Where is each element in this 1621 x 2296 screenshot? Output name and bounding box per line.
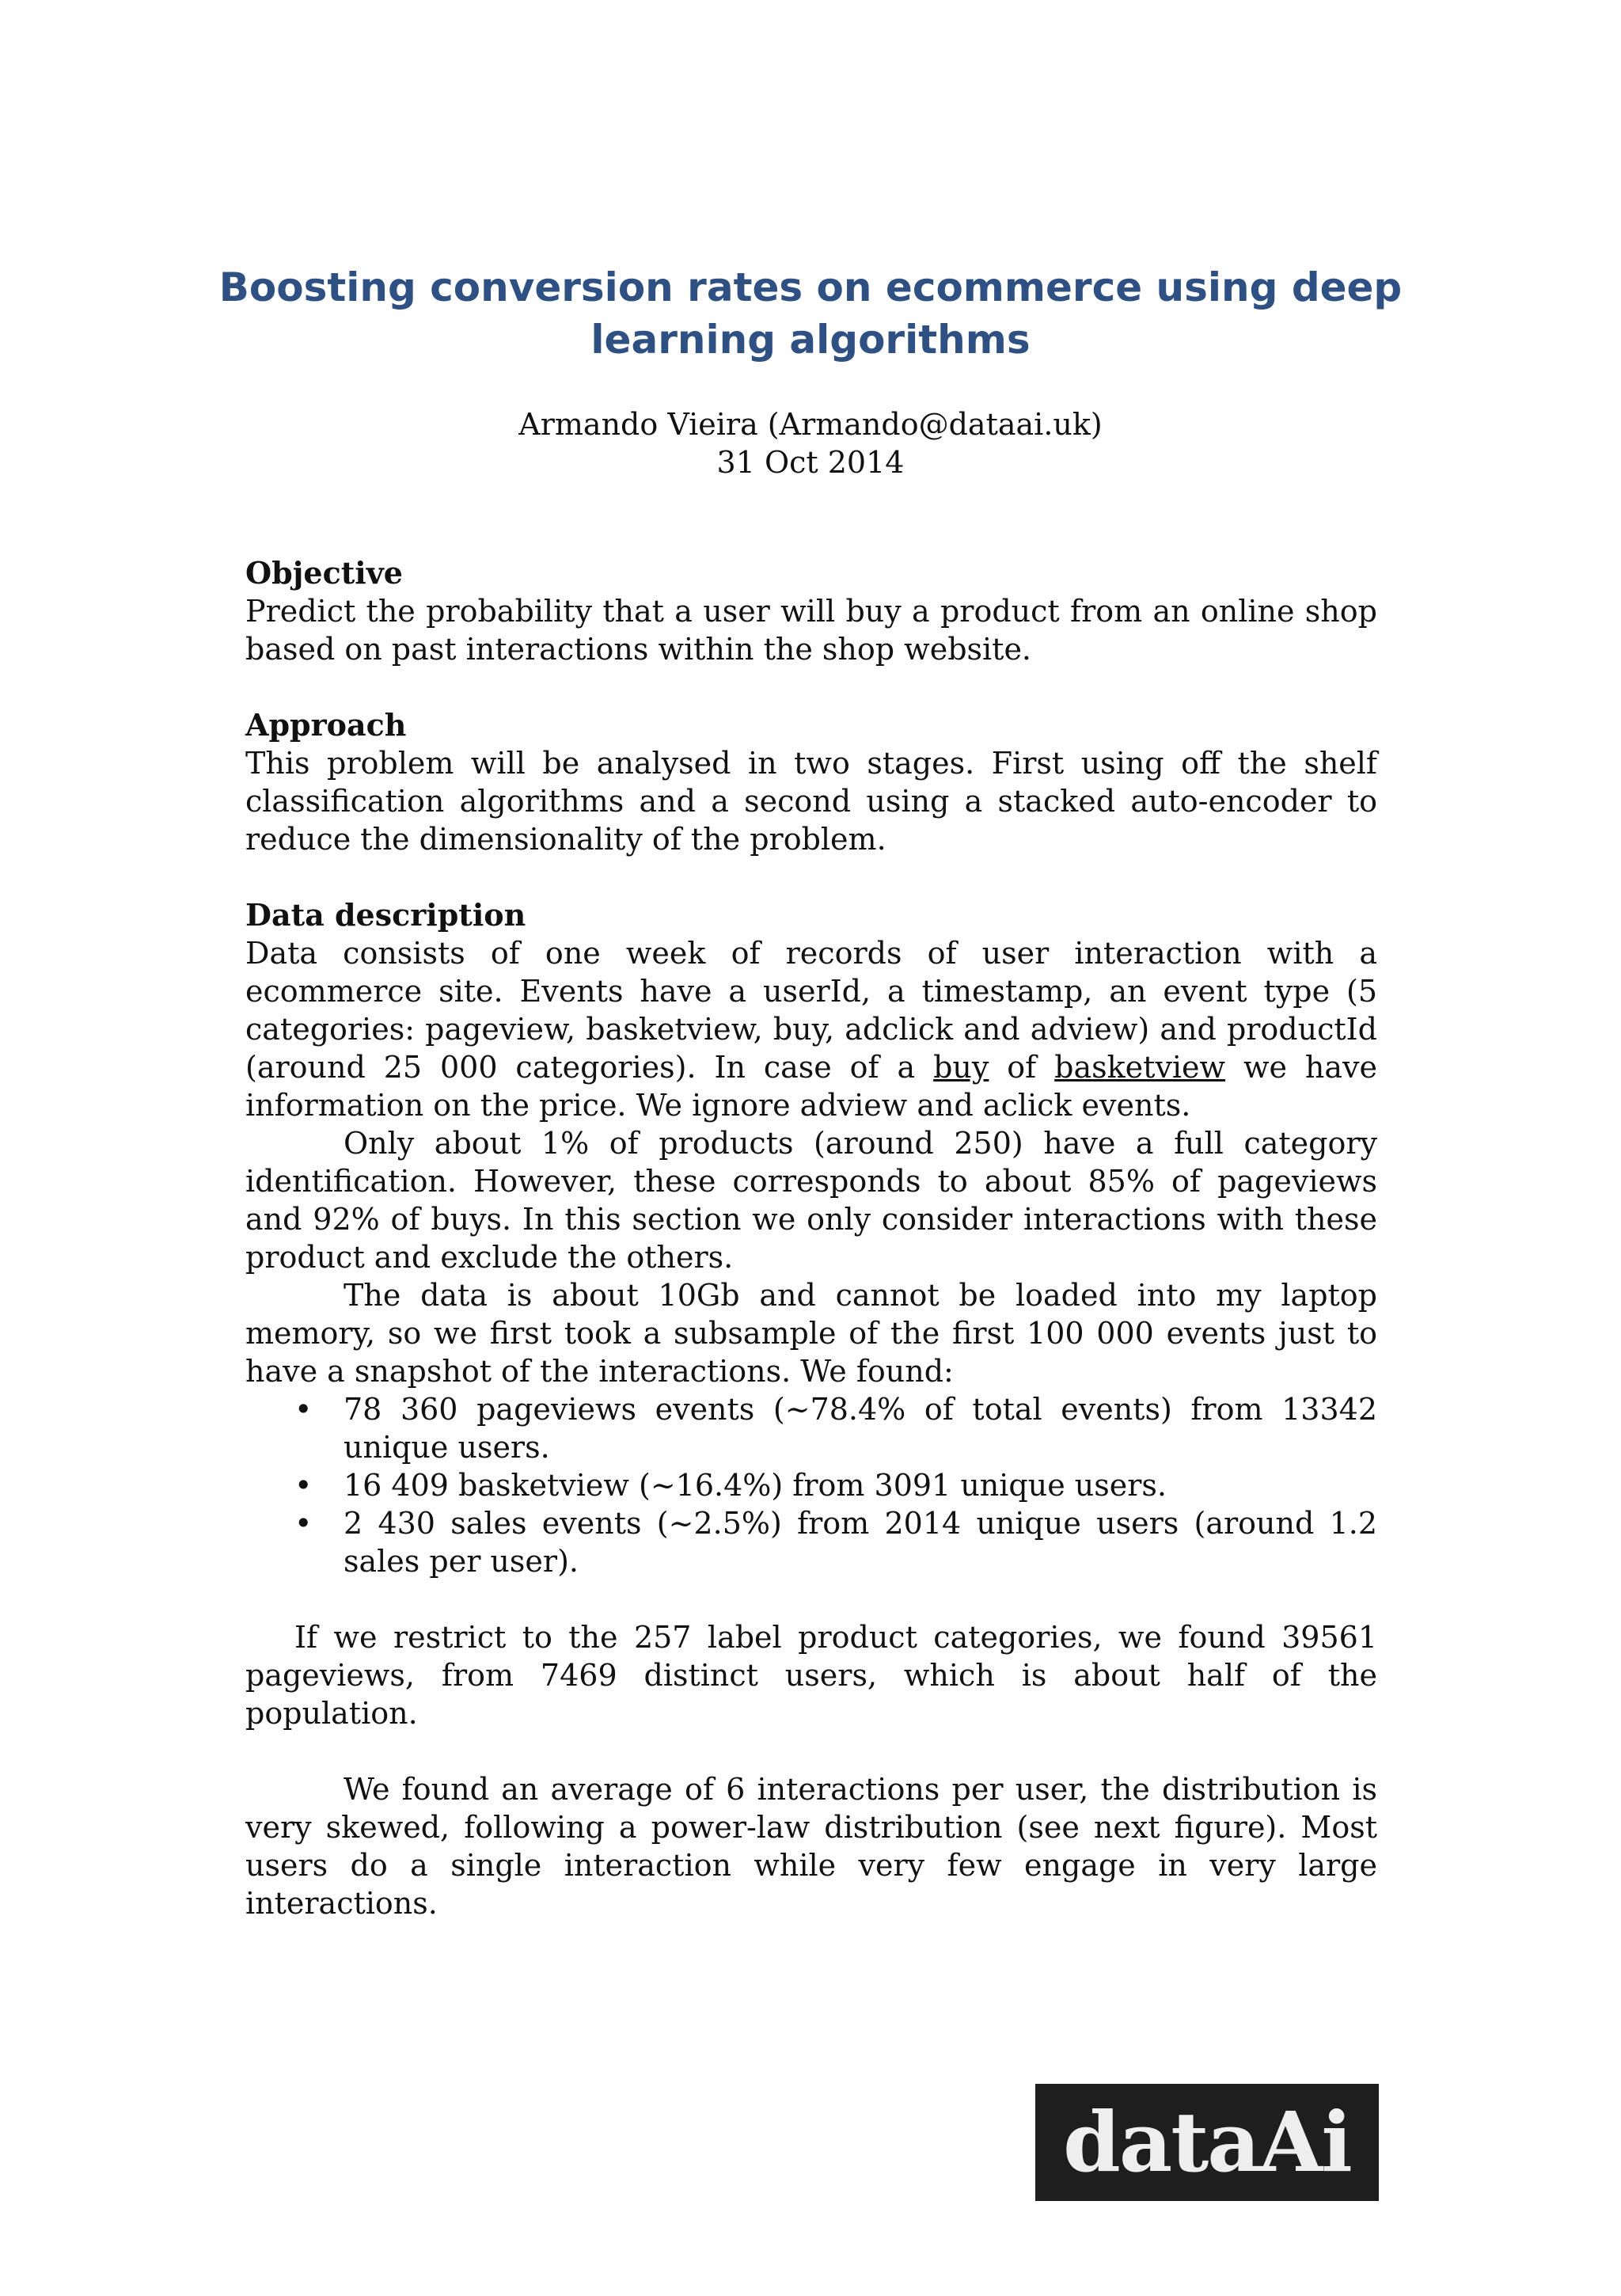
list-item-text: 2 430 sales events (~2.5%) from 2014 unique users (around 1.2 sales per user). (344, 1506, 1377, 1579)
data-description-paragraph-4: If we restrict to the 257 label product categories, we found 39561 pageviews, from 7469 distinct users, which is about half of the population. (245, 1620, 1377, 1731)
approach-text: This problem will be analysed in two stages. First using off the shelf classification algorithms and a second using a stacked auto-encoder to reduce the dimensionality of the problem. (245, 746, 1377, 857)
data-description-section (245, 896, 1377, 1580)
paper-body (245, 554, 1377, 1960)
paragraph-1-text-a: Data consists of one week of records of user interaction with a ecommerce site. Events have a userId, a timestamp, an event type (5 categories: pageview, basketview, buy, adclick and adview) and productId (around 25 000 categories). In case of a (245, 936, 1377, 1085)
paragraph-1-text-c: we have information on the price. We ignore adview and aclick events. (245, 1050, 1378, 1123)
dataai-logo (1035, 2084, 1379, 2201)
basketview-term: basketview (1054, 1050, 1226, 1085)
approach-heading: Approach (245, 707, 407, 743)
distribution-paragraph-block (245, 1770, 1377, 1922)
paper-date: 31 Oct 2014 (716, 445, 905, 480)
restriction-paragraph-block (245, 1618, 1377, 1732)
data-description-paragraph-1 (245, 934, 1377, 1124)
bullet-icon: • (294, 1506, 313, 1541)
list-item (245, 1504, 1377, 1580)
buy-term: buy (933, 1050, 989, 1085)
objective-section (245, 554, 1377, 668)
paragraph-1-text-b: of (989, 1050, 1055, 1085)
data-description-paragraph-5: We found an average of 6 interactions per user, the distribution is very skewed, following a power-law distribution (see next figure). Most users do a single interaction while very few engage in very large interactions. (245, 1772, 1377, 1921)
logo-wordmark: dataAi (1063, 2093, 1351, 2191)
data-description-paragraph-2: Only about 1% of products (around 250) have a full category identification. However, these corresponds to about 85% of pageviews and 92% of buys. In this section we only consider interactions with these product and exclude the others. (245, 1126, 1377, 1275)
list-item-text: 16 409 basketview (~16.4%) from 3091 unique users. (344, 1468, 1167, 1503)
data-description-paragraph-3: The data is about 10Gb and cannot be loaded into my laptop memory, so we first took a subsample of the first 100 000 events just to have a snapshot of the interactions. We found: (245, 1278, 1377, 1389)
author-block (158, 405, 1463, 481)
bullet-icon: • (294, 1468, 313, 1503)
list-item (245, 1390, 1377, 1466)
data-description-heading: Data description (245, 897, 526, 933)
list-item-text: 78 360 pageviews events (~78.4% of total events) from 13342 unique users. (344, 1392, 1377, 1465)
objective-heading: Objective (245, 555, 403, 591)
list-item (245, 1466, 1377, 1504)
paper-title: Boosting conversion rates on ecommerce using deep learning algorithms (218, 264, 1403, 363)
findings-list (245, 1390, 1377, 1580)
bullet-icon: • (294, 1392, 313, 1427)
approach-section (245, 706, 1377, 858)
author-line: Armando Vieira (Armando@dataai.uk) (518, 407, 1103, 442)
objective-text: Predict the probability that a user will buy a product from an online shop based on past interactions within the shop website. (245, 594, 1377, 667)
